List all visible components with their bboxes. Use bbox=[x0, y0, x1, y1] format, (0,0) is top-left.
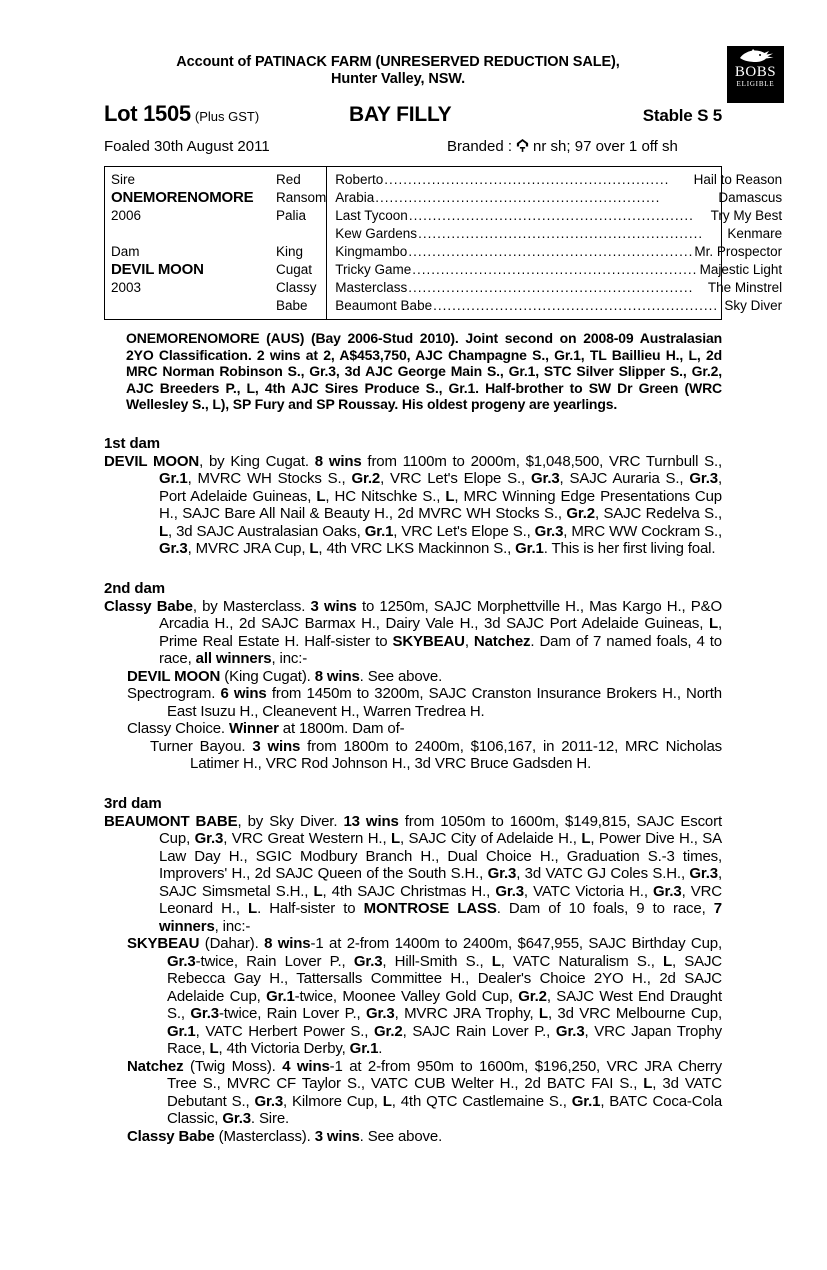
bobs-eligible-label: ELIGIBLE bbox=[736, 80, 775, 88]
pedigree-entry: BEAUMONT BABE, by Sky Diver. 13 wins from 1050m to 1600m, $149,815, SAJC Escort Cup, Gr.3, VRC Great Western H., L, SAJC City of Adelaide H., L, Power Dive H., SA Law Day H., SGIC Modbury Branch H., Dual Choice H., Graduation S.-3 times, Improvers' H., 2d SAJC Queen of the South S.H., Gr.3, 3d VATC GJ Coles S.H., Gr.3, SAJC Simsmetal S.H., L, 4th SAJC Christmas H., Gr.3, VATC Victoria H., Gr.3, VRC Leonard H., L. Half-sister to MONTROSE LASS. Dam of 10 foals, 9 to race, 7 winners, inc:- bbox=[104, 812, 723, 935]
ancestor-name: Arabia bbox=[335, 190, 375, 205]
ancestor-name: Beaumont Babe bbox=[335, 298, 433, 313]
account-line-2: Hunter Valley, NSW. bbox=[330, 71, 465, 87]
sire-spacer bbox=[276, 189, 326, 207]
pedigree-left-column bbox=[105, 167, 326, 319]
ancestor-name: Tricky Game bbox=[335, 262, 412, 277]
pedigree-ancestor-row bbox=[335, 225, 782, 243]
ancestor-name: Last Tycoon bbox=[335, 208, 408, 223]
pedigree-row-blank-1 bbox=[111, 225, 326, 243]
lot-number: Lot 1505 bbox=[104, 101, 191, 126]
branded-group bbox=[447, 136, 678, 155]
foaled-date: Foaled 30th August 2011 bbox=[104, 138, 270, 155]
pedigree-entry: Turner Bayou. 3 wins from 1800m to 2400m, $106,167, in 2011-12, MRC Nicholas Latimer H., VRC Rod Johnson H., 3d VRC Bruce Gadsden H. bbox=[150, 737, 722, 772]
brand-mark-icon bbox=[515, 138, 530, 153]
pedigree-right-column bbox=[326, 167, 788, 319]
pedigree-entry: Classy Babe (Masterclass). 3 wins. See above. bbox=[127, 1127, 443, 1145]
dot-leader: ............................................................ bbox=[384, 172, 670, 187]
branded-label: Branded : bbox=[447, 138, 513, 155]
ancestor-value: Damascus bbox=[718, 190, 783, 205]
dot-leader: ............................................................ bbox=[408, 244, 694, 259]
dot-leader: ............................................................ bbox=[408, 280, 694, 295]
dot-leader: ............................................................ bbox=[412, 262, 698, 277]
pedigree-entry: SKYBEAU (Dahar). 8 wins-1 at 2-from 1400m to 2400m, $647,955, SAJC Birthday Cup, Gr.3-twice, Rain Lover P., Gr.3, Hill-Smith S., L, VATC Naturalism S., L, SAJC Rebecca Gay H., Tattersalls Committee H., Dealer's Choice 2YO H., 2d SAJC Adelaide Cup, Gr.1-twice, Moonee Valley Gold Cup, Gr.2, SAJC West End Draught S., Gr.3-twice, Rain Lover P., Gr.3, MVRC JRA Trophy, L, 3d VRC Melbourne Cup, Gr.1, VATC Herbert Power S., Gr.2, SAJC Rain Lover P., Gr.3, VRC Japan Trophy Race, L, 4th Victoria Derby, Gr.1. bbox=[127, 935, 722, 1057]
pedigree-row-dam-name bbox=[111, 261, 326, 279]
dam-heading: 3rd dam bbox=[104, 794, 162, 812]
pedigree-row-dam-year bbox=[111, 279, 326, 313]
pedigree-ancestor-row bbox=[335, 243, 782, 261]
sire-sire-name: Red Ransom bbox=[276, 172, 327, 205]
pedigree-ancestor-row bbox=[335, 279, 782, 297]
sire-dam-name: Palia bbox=[276, 208, 307, 223]
dot-leader: ............................................................ bbox=[418, 226, 704, 241]
sire-year: 2006 bbox=[111, 208, 142, 223]
pedigree-ancestor-row bbox=[335, 261, 782, 279]
dot-leader: ............................................................ bbox=[408, 208, 694, 223]
ancestor-value: Try My Best bbox=[710, 208, 783, 223]
pedigree-entry: Classy Babe, by Masterclass. 3 wins to 1250m, SAJC Morphettville H., Mas Kargo H., P&O Arcadia H., 2d SAJC Barmax H., Dairy Vale H., 3d SAJC Port Adelaide Guineas, L, Prime Real Estate H. Half-sister to SKYBEAU, Natchez. Dam of 7 named foals, 4 to race, all winners, inc:- bbox=[104, 597, 723, 667]
ancestor-name: Roberto bbox=[335, 172, 384, 187]
dam-name: DEVIL MOON bbox=[111, 261, 204, 278]
pedigree-entry: DEVIL MOON (King Cugat). 8 wins. See above. bbox=[127, 667, 443, 685]
dam-year: 2003 bbox=[111, 280, 142, 295]
pedigree-ancestor-row bbox=[335, 207, 782, 225]
account-line-1: Account of PATINACK FARM (UNRESERVED REDUCTION SALE), bbox=[176, 54, 620, 70]
pedigree-row-sire-year bbox=[111, 207, 326, 225]
gst-note: (Plus GST) bbox=[194, 109, 260, 124]
bobs-eligible-logo bbox=[727, 46, 784, 103]
pedigree-entry: Spectrogram. 6 wins from 1450m to 3200m, SAJC Cranston Insurance Brokers H., North East Isuzu H., Cleanevent H., Warren Tredrea H. bbox=[127, 685, 722, 720]
ancestor-value: Majestic Light bbox=[699, 262, 783, 277]
ancestor-value: The Minstrel bbox=[707, 280, 783, 295]
lot-title-row bbox=[104, 101, 722, 127]
pedigree-ancestor-row bbox=[335, 171, 782, 189]
ancestor-name: Masterclass bbox=[335, 280, 408, 295]
dam-sire-name: King Cugat bbox=[276, 244, 313, 277]
lot-left-group bbox=[104, 101, 349, 127]
page-header bbox=[104, 0, 777, 155]
pedigree-table bbox=[104, 166, 783, 320]
horse-head-icon bbox=[736, 48, 776, 65]
ancestor-name: Kew Gardens bbox=[335, 226, 418, 241]
dam-dam-name: Classy Babe bbox=[276, 280, 317, 313]
dam-heading: 2nd dam bbox=[104, 579, 165, 597]
ancestor-value: Hail to Reason bbox=[693, 172, 783, 187]
foaled-branded-row bbox=[104, 136, 722, 155]
bobs-wordmark: BOBS bbox=[734, 64, 777, 80]
pedigree-ancestor-row bbox=[335, 297, 782, 315]
dot-leader: ............................................................ bbox=[375, 190, 661, 205]
pedigree-entry: Natchez (Twig Moss). 4 wins-1 at 2-from 950m to 1600m, $196,250, VRC JRA Cherry Tree S., MVRC CF Taylor S., VATC CUB Welter H., 2d BATC FAI S., L, 3d VATC Debutant S., Gr.3, Kilmore Cup, L, 4th QTC Castlemaine S., Gr.1, BATC Coca-Cola Classic, Gr.3. Sire. bbox=[127, 1057, 723, 1127]
pedigree-entry: DEVIL MOON, by King Cugat. 8 wins from 1100m to 2000m, $1,048,500, VRC Turnbull S., Gr.1, MVRC WH Stocks S., Gr.2, VRC Let's Elope S., Gr.3, SAJC Auraria S., Gr.3, Port Adelaide Guineas, L, HC Nitschke S., L, MRC Winning Edge Presentations Cup H., SAJC Bare All Nail & Beauty H., 2d MVRC WH Stocks S., Gr.2, SAJC Redelva S., L, 3d SAJC Australasian Oaks, Gr.1, VRC Let's Elope S., Gr.3, MRC WW Cockram S., Gr.3, MVRC JRA Cup, L, 4th VRC LKS Mackinnon S., Gr.1. This is her first living foal. bbox=[104, 452, 723, 557]
stable-label: Stable S 5 bbox=[642, 106, 722, 125]
branded-value: nr sh; 97 over 1 off sh bbox=[533, 138, 678, 155]
sire-name: ONEMORENOMORE bbox=[111, 189, 254, 206]
dam-spacer bbox=[276, 261, 326, 279]
dot-leader: ............................................................ bbox=[433, 298, 719, 313]
animal-description: BAY FILLY bbox=[349, 103, 452, 126]
pedigree-row-blank-2 bbox=[111, 297, 326, 315]
ancestor-value: Sky Diver bbox=[724, 298, 783, 313]
page-content bbox=[104, 0, 783, 1145]
dam-sections bbox=[104, 435, 722, 1146]
sire-summary-paragraph: ONEMORENOMORE (AUS) (Bay 2006-Stud 2010). Joint second on 2008-09 Australasian 2YO Classification. 2 wins at 2, A$453,750, AJC Champagne S., Gr.1, TL Baillieu H., L, 2d MRC Norman Robinson S., Gr.3, 3d AJC George Main S., Gr.1, STC Silver Slipper S., Gr.2, AJC Breeders P., L, 4th AJC Sires Produce S., Gr.1. Half-brother to SW Dr Green (WRC Wellesley S., L), SP Fury and SP Roussay. His oldest progeny are yearlings. bbox=[126, 330, 722, 412]
pedigree-row-sire-name bbox=[111, 189, 326, 207]
pedigree-entry: Classy Choice. Winner at 1800m. Dam of- bbox=[127, 720, 405, 737]
dam-label: Dam bbox=[111, 244, 140, 259]
dam-heading: 1st dam bbox=[104, 434, 160, 452]
ancestor-value: Mr. Prospector bbox=[694, 244, 783, 259]
sire-label: Sire bbox=[111, 172, 136, 187]
ancestor-value: Kenmare bbox=[727, 226, 783, 241]
ancestor-name: Kingmambo bbox=[335, 244, 408, 259]
pedigree-ancestor-row bbox=[335, 189, 782, 207]
